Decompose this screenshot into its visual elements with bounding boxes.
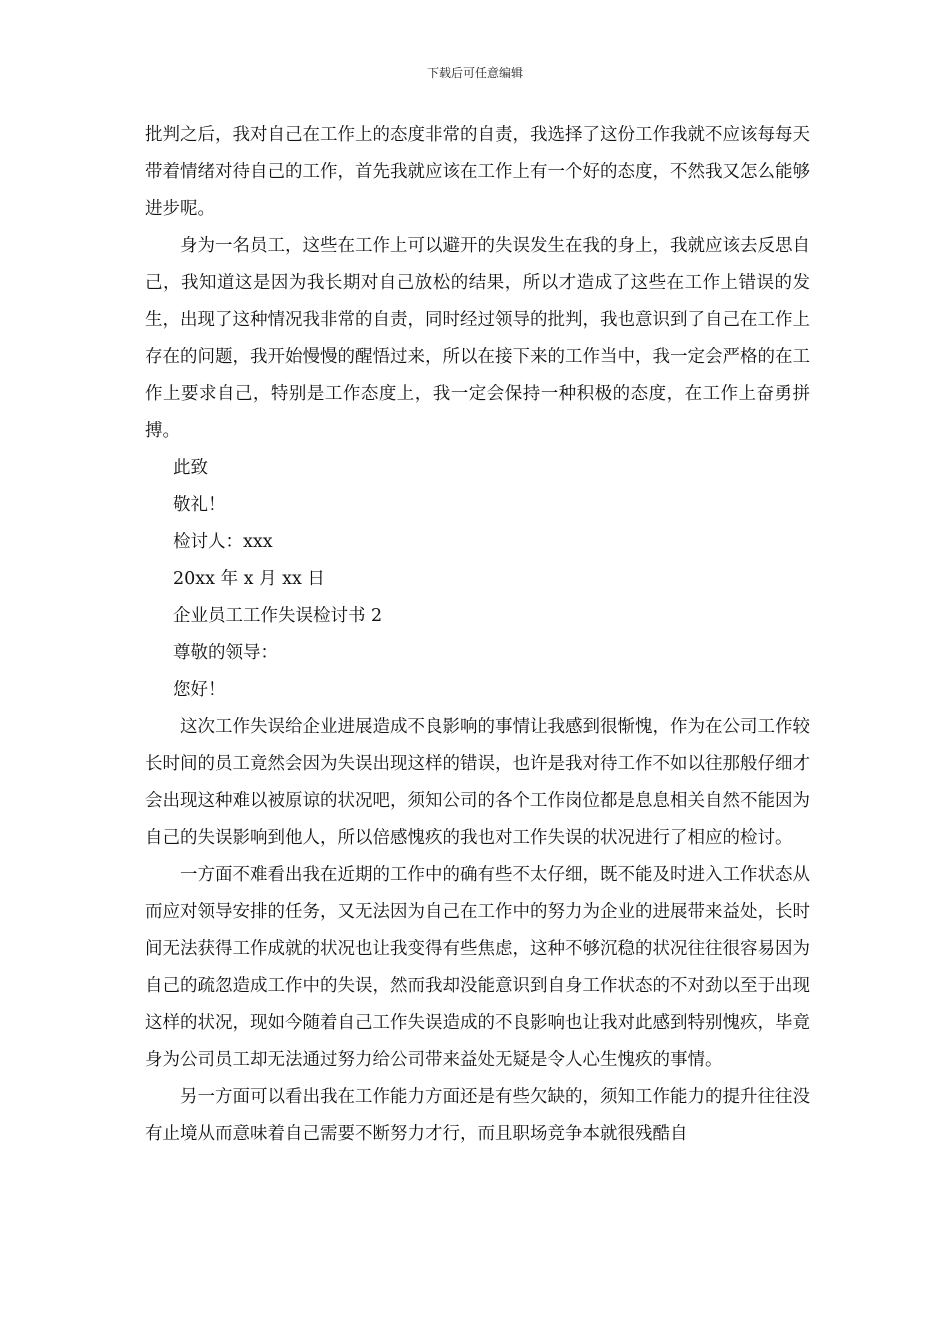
paragraph-3: 这次工作失误给企业进展造成不良影响的事情让我感到很惭愧，作为在公司工作较长时间的员工竟然会因为失误出现这样的错误，也许是我对待工作不如以往那般仔细才会出现这种难以被原谅的状况吧，须知公司的各个工作岗位都是息息相关自然不能因为自己的失误影响到他人，所以倍感愧疚的我也对工作失误的状况进行了相应的检讨。 bbox=[145, 717, 810, 848]
closing-salutation: 此致 bbox=[173, 458, 208, 478]
paragraph-2: 身为一名员工，这些在工作上可以避开的失误发生在我的身上，我就应该去反思自己，我知道这是因为我长期对自己放松的结果，所以才造成了这些在工作上错误的发生，出现了这种情况我非常的自责，同时经过领导的批判，我也意识到了自己在工作上存在的问题，我开始慢慢的醒悟过来，所以在接下来的工作当中，我一定会严格的在工作上要求自己，特别是工作态度上，我一定会保持一种积极的态度，在工作上奋勇拼搏。 bbox=[145, 236, 810, 441]
document-body bbox=[145, 117, 810, 1153]
greeting-addressee: 尊敬的领导： bbox=[173, 643, 278, 663]
greeting-hello: 您好！ bbox=[173, 680, 226, 700]
section-title: 企业员工工作失误检讨书 2 bbox=[173, 606, 383, 626]
closing-regards: 敬礼！ bbox=[173, 495, 226, 515]
signer: 检讨人：xxx bbox=[173, 532, 273, 552]
paragraph-5: 另一方面可以看出我在工作能力方面还是有些欠缺的，须知工作能力的提升往往没有止境从而意味着自己需要不断努力才行，而且职场竞争本就很残酷自 bbox=[145, 1087, 810, 1144]
paragraph-1: 批判之后，我对自己在工作上的态度非常的自责，我选择了这份工作我就不应该每每天带着情绪对待自己的工作，首先我就应该在工作上有一个好的态度，不然我又怎么能够进步呢。 bbox=[145, 125, 810, 219]
date: 20xx 年 x 月 xx 日 bbox=[173, 569, 325, 589]
page-header: 下载后可任意编辑 bbox=[426, 66, 523, 80]
paragraph-4: 一方面不难看出我在近期的工作中的确有些不太仔细，既不能及时进入工作状态从而应对领导安排的任务，又无法因为自己在工作中的努力为企业的进展带来益处，长时间无法获得工作成就的状况也让我变得有些焦虑，这种不够沉稳的状况往往很容易因为自己的疏忽造成工作中的失误，然而我却没能意识到自身工作状态的不对劲以至于出现这样的状况，现如今随着自己工作失误造成的不良影响也让我对此感到特别愧疚，毕竟身为公司员工却无法通过努力给公司带来益处无疑是令人心生愧疚的事情。 bbox=[145, 865, 810, 1070]
